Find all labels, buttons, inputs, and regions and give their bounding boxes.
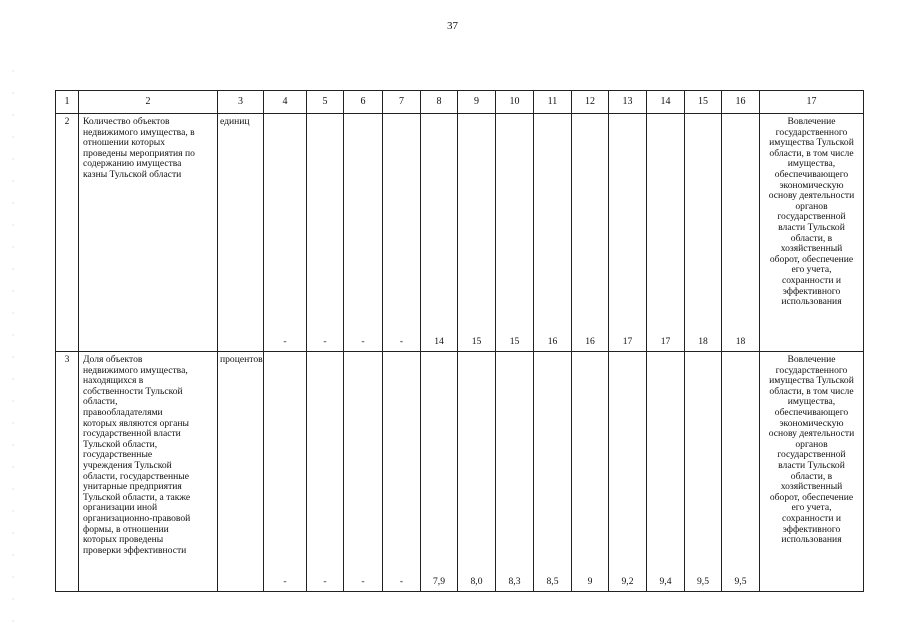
value-cell: - [264, 352, 307, 592]
header-cell: 7 [383, 91, 421, 114]
note-line: использования [781, 534, 842, 546]
value-cell: - [383, 114, 421, 352]
note-line: его учета, [791, 264, 832, 276]
header-cell: 16 [722, 91, 760, 114]
value-cell: - [344, 114, 383, 352]
value-cell: - [307, 114, 344, 352]
note-line: эффективного [782, 285, 841, 297]
header-cell: 8 [421, 91, 458, 114]
note-line: власти Тульской [778, 221, 845, 233]
value-cell: 9 [572, 352, 609, 592]
indicator-name-line: собственности Тульской [83, 385, 183, 397]
indicator-name-line: учреждения Тульской [83, 459, 172, 471]
note-line: обеспечивающего [774, 406, 849, 418]
value-cell: 17 [647, 114, 685, 352]
note-line: области, в том числе [769, 385, 854, 397]
indicator-name-line: отношении которых [83, 137, 165, 149]
note-line: имущества Тульской [769, 137, 854, 149]
indicator-name-line: унитарные предприятия [83, 481, 182, 493]
note-line: Вовлечение [787, 354, 836, 365]
indicator-name-line: формы, в отношении [83, 523, 169, 535]
header-cell: 17 [760, 91, 864, 114]
note-line: имущества, [787, 158, 836, 170]
note-line: имущества, [787, 396, 836, 408]
indicator-name-line: казны Тульской области [83, 168, 182, 180]
value-cell: 7,9 [421, 352, 458, 592]
indicator-name-line: которых проведены [83, 534, 164, 546]
note-line: области, в том числе [769, 147, 854, 159]
note-line: государственной [777, 449, 846, 461]
indicator-name-line: организации иной [83, 502, 158, 514]
header-cell: 2 [79, 91, 218, 114]
note-line: государственного [775, 364, 848, 376]
indicator-name-line: недвижимого имущества, в [83, 126, 195, 138]
note-line: хозяйственный [780, 243, 843, 255]
note-line: органов [795, 438, 828, 450]
indicator-name-line: проверки эффективности [83, 544, 187, 556]
header-cell: 3 [218, 91, 264, 114]
indicator-name-line: области, государственные [83, 470, 190, 482]
unit-of-measure: единиц [218, 114, 264, 352]
header-cell: 4 [264, 91, 307, 114]
note-line: экономическую [779, 417, 844, 429]
table-body [56, 91, 864, 592]
note-line: сохранности и [781, 274, 842, 286]
header-cell: 5 [307, 91, 344, 114]
value-cell: 16 [572, 114, 609, 352]
indicator-name-line: Доля объектов [83, 354, 143, 365]
note-line: оборот, обеспечение [769, 491, 854, 503]
value-cell: 15 [458, 114, 496, 352]
page-number: 37 [447, 20, 458, 32]
note-line: Вовлечение [787, 116, 836, 127]
note-line: сохранности и [781, 512, 842, 524]
note-line: оборот, обеспечение [769, 253, 854, 265]
value-cell: - [307, 352, 344, 592]
note-line: государственного [775, 126, 848, 138]
margin-dots [10, 60, 16, 640]
header-cell: 13 [609, 91, 647, 114]
indicator-name-line: государственной власти [83, 428, 181, 440]
unit-of-measure: процентов [218, 352, 264, 592]
indicator-name [79, 114, 218, 352]
note-line: его учета, [791, 502, 832, 514]
indicator-name-line: Количество объектов [83, 116, 170, 127]
header-cell: 11 [534, 91, 572, 114]
indicator-name [79, 352, 218, 592]
header-row [56, 91, 864, 114]
value-cell: 18 [722, 114, 760, 352]
value-cell: 9,5 [685, 352, 722, 592]
indicator-name-line: Тульской области, а также [83, 491, 191, 503]
indicator-name-line: государственные [83, 449, 153, 461]
value-cell: - [344, 352, 383, 592]
header-cell: 10 [496, 91, 534, 114]
value-cell: 14 [421, 114, 458, 352]
indicator-name-line: области, [83, 396, 118, 408]
note-line: области, в [790, 232, 833, 244]
value-cell: 17 [609, 114, 647, 352]
note-line: органов [795, 200, 828, 212]
indicator-name-line: находящихся в [83, 375, 144, 387]
header-cell: 1 [56, 91, 79, 114]
indicator-name-line: проведены мероприятия по [83, 147, 195, 159]
value-cell: 8,0 [458, 352, 496, 592]
note-line: власти Тульской [778, 459, 845, 471]
note-line: обеспечивающего [774, 168, 849, 180]
value-cell: 16 [534, 114, 572, 352]
header-cell: 14 [647, 91, 685, 114]
header-cell: 9 [458, 91, 496, 114]
indicator-table [55, 90, 864, 592]
header-cell: 12 [572, 91, 609, 114]
header-cell: 6 [344, 91, 383, 114]
value-cell: 9,4 [647, 352, 685, 592]
value-cell: 8,3 [496, 352, 534, 592]
header-cell: 15 [685, 91, 722, 114]
note-cell [760, 114, 864, 352]
note-line: области, в [790, 470, 833, 482]
note-line: основу деятельности [768, 190, 855, 202]
note-line: использования [781, 296, 842, 308]
value-cell: 9,5 [722, 352, 760, 592]
note-line: основу деятельности [768, 428, 855, 440]
value-cell: 9,2 [609, 352, 647, 592]
indicator-name-line: Тульской области, [83, 438, 158, 450]
value-cell: 15 [496, 114, 534, 352]
value-cell: - [264, 114, 307, 352]
value-cell: 18 [685, 114, 722, 352]
indicator-name-line: которых являются органы [83, 417, 189, 429]
note-line: хозяйственный [780, 481, 843, 493]
note-line: эффективного [782, 523, 841, 535]
row-number: 2 [56, 114, 79, 352]
table-row [56, 114, 864, 352]
indicator-name-line: организационно-правовой [83, 512, 191, 524]
indicator-name-line: недвижимого имущества, [83, 364, 188, 376]
indicator-name-line: содержанию имущества [83, 158, 182, 170]
row-number: 3 [56, 352, 79, 592]
note-line: экономическую [779, 179, 844, 191]
table-row [56, 352, 864, 592]
indicator-name-line: правообладателями [83, 406, 163, 418]
note-cell [760, 352, 864, 592]
value-cell: - [383, 352, 421, 592]
note-line: государственной [777, 211, 846, 223]
note-line: имущества Тульской [769, 375, 854, 387]
value-cell: 8,5 [534, 352, 572, 592]
